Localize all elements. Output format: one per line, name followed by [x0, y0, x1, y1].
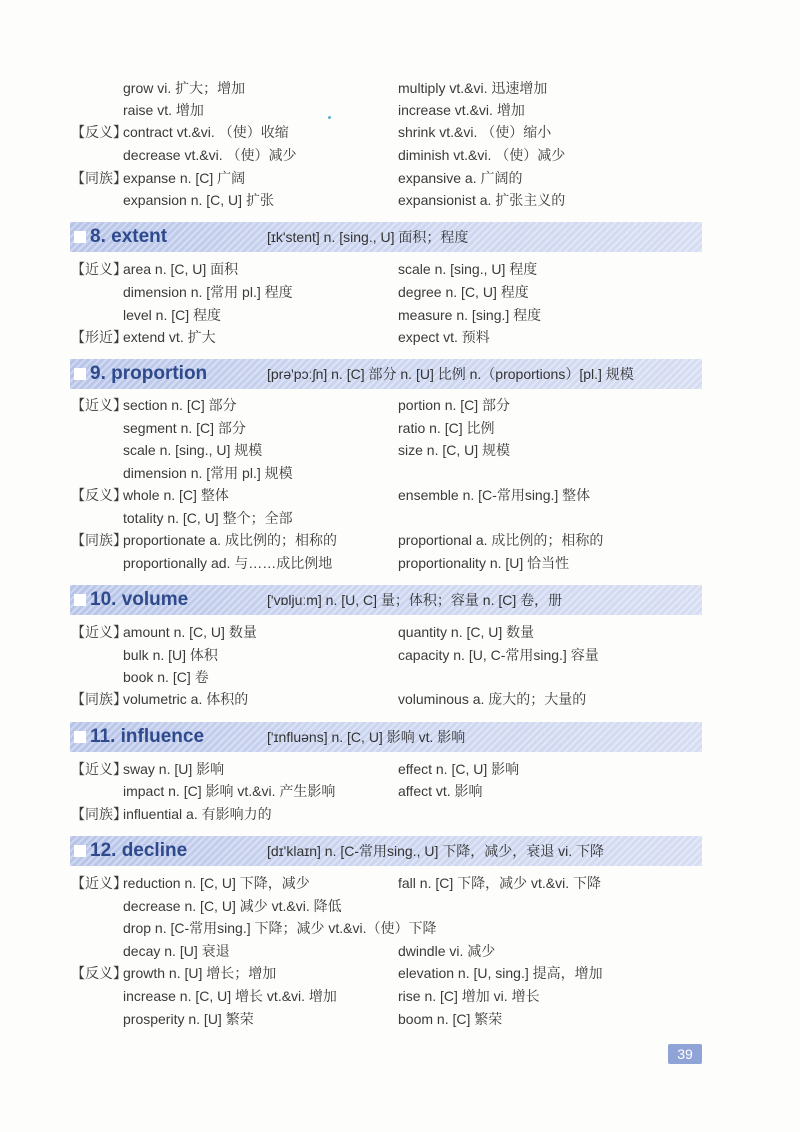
square-bullet-icon [74, 731, 86, 743]
headword: 8. extent [90, 226, 168, 247]
entry-left: growth n. [U] 增长；增加 [123, 965, 277, 981]
entry-right: rise n. [C] 增加 vi. 增长 [398, 988, 540, 1004]
headword: 10. volume [90, 589, 189, 610]
entry-left: drop n. [C-常用sing.] 下降；减少 vt.&vi.（使）下降 [123, 920, 437, 936]
entry-right: ratio n. [C] 比例 [398, 420, 495, 436]
square-bullet-icon [74, 368, 86, 380]
entry-left: contract vt.&vi. （使）收缩 [123, 124, 289, 140]
entry-left: level n. [C] 程度 [123, 307, 222, 323]
entry-left: decrease vt.&vi. （使）减少 [123, 147, 297, 163]
category-tag: 【近义】 [71, 261, 127, 277]
entry-left: dimension n. [常用 pl.] 程度 [123, 284, 293, 300]
entry-left: expansion n. [C, U] 扩张 [123, 192, 274, 208]
category-tag: 【反义】 [71, 124, 127, 140]
headword-definition: ['vɒljuːm] n. [U, C] 量；体积；容量 n. [C] 卷，册 [267, 592, 563, 608]
square-bullet-icon [74, 845, 86, 857]
entry-right: shrink vt.&vi. （使）缩小 [398, 124, 552, 140]
entry-left: amount n. [C, U] 数量 [123, 624, 257, 640]
entry-right: proportional a. 成比例的；相称的 [398, 532, 604, 548]
category-tag: 【近义】 [71, 624, 127, 640]
entry-left: sway n. [U] 影响 [123, 761, 225, 777]
category-tag: 【同族】 [71, 691, 127, 707]
entry-right: capacity n. [U, C-常用sing.] 容量 [398, 647, 599, 663]
entry-left: scale n. [sing., U] 规模 [123, 442, 263, 458]
category-tag: 【同族】 [71, 170, 127, 186]
entry-left: dimension n. [常用 pl.] 规模 [123, 465, 293, 481]
entry-left: totality n. [C, U] 整个；全部 [123, 510, 293, 526]
entry-right: increase vt.&vi. 增加 [398, 102, 525, 118]
category-tag: 【近义】 [71, 397, 127, 413]
entry-left: decay n. [U] 衰退 [123, 943, 230, 959]
word-header-bar [70, 585, 702, 615]
entry-right: ensemble n. [C-常用sing.] 整体 [398, 487, 591, 503]
headword: 9. proportion [90, 363, 208, 384]
entry-left: extend vt. 扩大 [123, 329, 216, 345]
entry-right: diminish vt.&vi. （使）减少 [398, 147, 566, 163]
headword-definition: [ɪk'stent] n. [sing., U] 面积；程度 [267, 229, 469, 245]
entry-right: affect vt. 影响 [398, 783, 483, 799]
entry-left: impact n. [C] 影响 vt.&vi. 产生影响 [123, 783, 336, 799]
headword: 11. influence [90, 726, 205, 747]
entry-right: quantity n. [C, U] 数量 [398, 624, 535, 640]
category-tag: 【同族】 [71, 806, 127, 822]
entry-left: bulk n. [U] 体积 [123, 647, 218, 663]
entry-left: whole n. [C] 整体 [123, 487, 229, 503]
entry-left: book n. [C] 卷 [123, 669, 209, 685]
category-tag: 【反义】 [71, 965, 127, 981]
entry-right: measure n. [sing.] 程度 [398, 307, 542, 323]
entry-right: effect n. [C, U] 影响 [398, 761, 520, 777]
entry-right: fall n. [C] 下降，减少 vt.&vi. 下降 [398, 875, 602, 891]
entry-left: raise vt. 增加 [123, 102, 204, 118]
entry-right: scale n. [sing., U] 程度 [398, 261, 538, 277]
entry-right: proportionality n. [U] 恰当性 [398, 555, 570, 571]
entry-right: elevation n. [U, sing.] 提高，增加 [398, 965, 603, 981]
square-bullet-icon [74, 231, 86, 243]
entry-right: dwindle vi. 减少 [398, 943, 496, 959]
square-bullet-icon [74, 594, 86, 606]
decorative-dot [328, 116, 331, 119]
word-header-bar [70, 359, 702, 389]
entry-left: segment n. [C] 部分 [123, 420, 246, 436]
entry-left: proportionally ad. 与……成比例地 [123, 555, 333, 571]
entry-left: volumetric a. 体积的 [123, 691, 249, 707]
headword-definition: [prə'pɔːʃn] n. [C] 部分 n. [U] 比例 n.（proportions）[pl.] 规模 [267, 366, 634, 382]
entry-left: grow vi. 扩大；增加 [123, 80, 246, 96]
headword-definition: ['ɪnfluəns] n. [C, U] 影响 vt. 影响 [267, 729, 466, 745]
entry-right: size n. [C, U] 规模 [398, 442, 511, 458]
category-tag: 【反义】 [71, 487, 127, 503]
entry-left: reduction n. [C, U] 下降，减少 [123, 875, 310, 891]
entry-left: proportionate a. 成比例的；相称的 [123, 532, 337, 548]
entry-right: expansive a. 广阔的 [398, 170, 523, 186]
category-tag: 【形近】 [71, 329, 127, 345]
entry-left: decrease n. [C, U] 减少 vt.&vi. 降低 [123, 898, 342, 914]
category-tag: 【近义】 [71, 875, 127, 891]
word-header-bar [70, 222, 702, 252]
entry-left: increase n. [C, U] 增长 vt.&vi. 增加 [123, 988, 337, 1004]
entry-left: influential a. 有影响力的 [123, 806, 272, 822]
entry-right: voluminous a. 庞大的；大量的 [398, 691, 587, 707]
entry-left: area n. [C, U] 面积 [123, 261, 239, 277]
entry-left: expanse n. [C] 广阔 [123, 170, 246, 186]
entry-right: multiply vt.&vi. 迅速增加 [398, 80, 548, 96]
entry-right: degree n. [C, U] 程度 [398, 284, 529, 300]
entry-left: prosperity n. [U] 繁荣 [123, 1011, 254, 1027]
entry-right: expect vt. 预料 [398, 329, 490, 345]
headword: 12. decline [90, 840, 188, 861]
word-header-bar [70, 836, 702, 866]
word-header-bar [70, 722, 702, 752]
entry-right: boom n. [C] 繁荣 [398, 1011, 503, 1027]
entry-right: portion n. [C] 部分 [398, 397, 511, 413]
category-tag: 【同族】 [71, 532, 127, 548]
headword-definition: [dɪ'klaɪn] n. [C-常用sing., U] 下降，减少，衰退 vi. 下降 [267, 843, 605, 859]
entry-right: expansionist a. 扩张主义的 [398, 192, 566, 208]
category-tag: 【近义】 [71, 761, 127, 777]
entry-left: section n. [C] 部分 [123, 397, 237, 413]
page-number: 39 [668, 1044, 702, 1064]
